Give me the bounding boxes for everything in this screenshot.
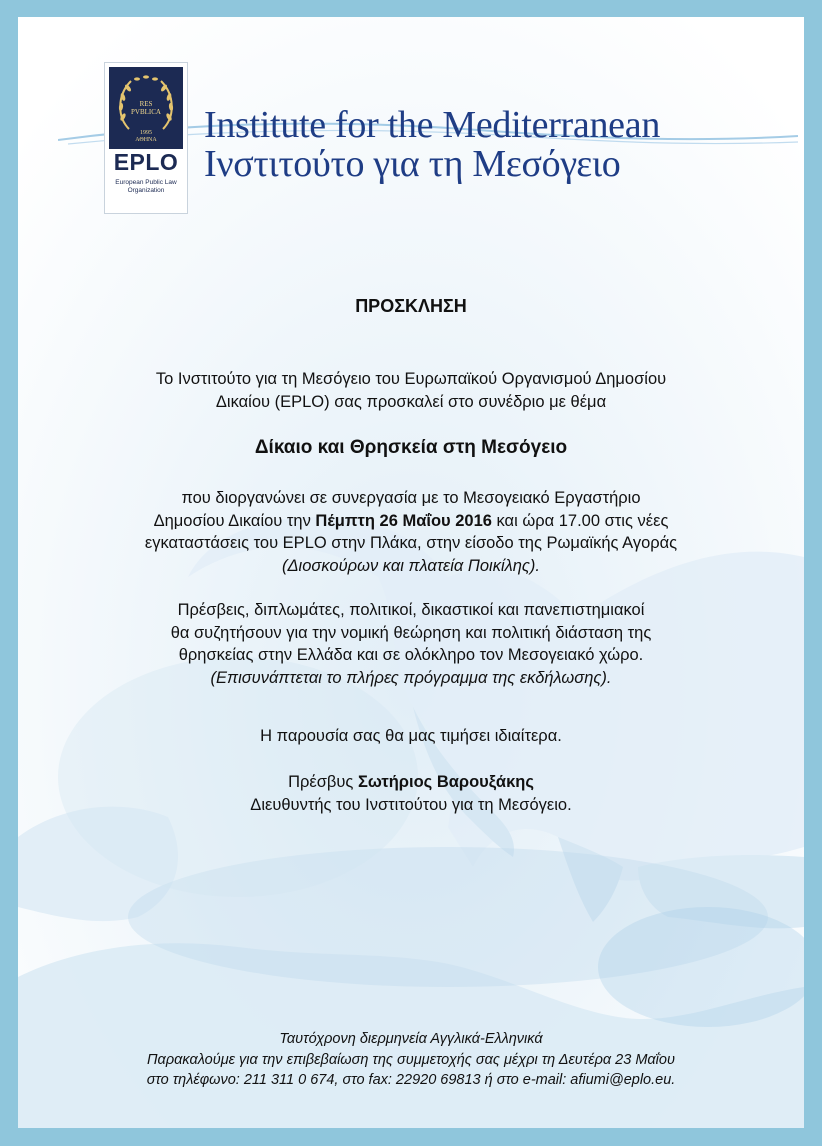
logo-name: EPLO [113,149,179,175]
speakers-line-1: Πρέσβεις, διπλωμάτες, πολιτικοί, δικαστικοί και πανεπιστημιακοί [177,601,645,619]
invitation-card [18,17,804,1128]
signature-name: Σωτήριος Βαρουξάκης [357,773,534,791]
footer-line-3: στο τηλέφωνο: 211 311 0 674, στο fax: 22920 69813 ή στο e-mail: afiumi@eplo.eu. [146,1072,676,1088]
details-line-2 [18,510,804,533]
conference-subject: Δίκαιο και Θρησκεία στη Μεσόγειο [254,437,568,458]
logo-motto-line2: PVBLICA [131,108,161,116]
signature-prefix: Πρέσβυς [288,773,358,791]
details-line-2-post: και ώρα 17.00 στις νέες [491,511,669,530]
event-date: Πέμπτη 26 Μαΐου 2016 [315,511,492,530]
logo-subtitle [105,179,187,195]
logo-motto-line1: RES [139,100,153,108]
eplo-logo [104,62,188,214]
details-line-3: εγκαταστάσεις του EPLO στην Πλάκα, στην είσοδο της Ρωμαϊκής Αγοράς [144,534,678,552]
speakers-line-2: θα συζητήσουν για την νομική θεώρηση και πολιτική διάσταση της [170,623,652,642]
invitation-heading: ΠΡΟΣΚΛΗΣΗ [355,296,467,316]
signature-title: Διευθυντής του Ινστιτούτου για τη Μεσόγειο. [250,795,572,814]
intro-line-1: Το Ινστιτούτο για τη Μεσόγειο του Ευρωπαϊκού Οργανισμού Δημοσίου [155,370,667,388]
institute-title-english: Institute for the Mediterranean [204,104,661,146]
footer-line-1: Ταυτόχρονη διερμηνεία Αγγλικά-Ελληνικά [279,1031,543,1047]
institute-title-greek: Ινστιτούτο για τη Μεσόγειο [204,143,621,185]
logo-city: ΑΘΗΝΑ [135,137,157,143]
speakers-paragraph [18,599,804,689]
speakers-line-4: (Επισυνάπτεται το πλήρες πρόγραμμα της εκδήλωσης). [210,668,612,687]
signature-block [18,771,804,816]
details-line-4: (Διοσκούρων και πλατεία Ποικίλης). [281,556,541,575]
intro-line-2: Δικαίου (EPLO) σας προσκαλεί στο συνέδριο με θέμα [215,392,607,411]
speakers-line-3: θρησκείας στην Ελλάδα και σε ολόκληρο τον Μεσογειακό χώρο. [178,646,644,664]
logo-subtitle-line1: European Public Law [115,179,177,186]
footer-notes [18,1029,804,1091]
intro-paragraph [18,368,804,413]
closing-line: Η παρουσία σας θα μας τιμήσει ιδιαίτερα. [260,727,562,745]
details-line-1: που διοργανώνει σε συνεργασία με το Μεσογειακό Εργαστήριο [181,489,641,507]
signature-line [18,771,804,794]
logo-laurel-emblem [109,67,183,149]
logo-year: 1995 [140,130,152,136]
details-paragraph [18,487,804,577]
footer-line-2: Παρακαλούμε για την επιβεβαίωση της συμμετοχής σας μέχρι τη Δευτέρα 23 Μαΐου [147,1051,675,1068]
logo-subtitle-line2: Organization [127,187,165,194]
details-line-2-pre: Δημοσίου Δικαίου την [153,511,316,530]
